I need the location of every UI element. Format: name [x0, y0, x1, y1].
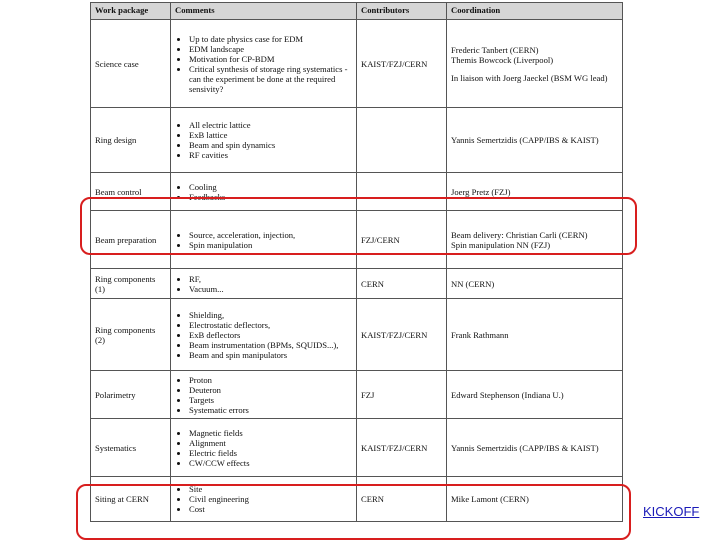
comment-item: • Vacuum... — [189, 284, 352, 294]
work-package-cell: Siting at CERN — [91, 477, 171, 522]
comment-item: • Cooling — [189, 182, 352, 192]
work-package-cell: Beam control — [91, 173, 171, 211]
coordination-cell — [447, 211, 623, 269]
coordination-cell — [447, 371, 623, 419]
header-contributors: Contributors — [357, 3, 447, 20]
comment-item: • Electric fields — [189, 448, 352, 458]
table-row — [91, 211, 623, 269]
coordinator-line: Edward Stephenson (Indiana U.) — [451, 389, 564, 400]
work-package-cell: Ring design — [91, 108, 171, 173]
comments-cell — [171, 299, 357, 371]
table-row — [91, 269, 623, 299]
coordinator-line: Yannis Semertzidis (CAPP/IBS & KAIST) — [451, 442, 599, 453]
contributors-cell: FZJ — [357, 371, 447, 419]
comment-item: • Feedbacks — [189, 192, 352, 202]
comment-item: • Spin manipulation — [189, 240, 352, 250]
comments-list — [175, 34, 352, 94]
header-coordination: Coordination — [447, 3, 623, 20]
comment-item: • Motivation for CP-BDM — [189, 54, 352, 64]
work-package-cell: Ring components (1) — [91, 269, 171, 299]
comments-cell — [171, 173, 357, 211]
coordination-cell — [447, 299, 623, 371]
coordination-cell — [447, 173, 623, 211]
comment-item: • ExB deflectors — [189, 330, 352, 340]
table-row — [91, 20, 623, 108]
kickoff-link[interactable]: KICKOFF — [643, 504, 700, 519]
comment-item: • ExB lattice — [189, 130, 352, 140]
comment-item: • RF, — [189, 274, 352, 284]
comment-item: • Up to date physics case for EDM — [189, 34, 352, 44]
comments-list — [175, 120, 352, 160]
coordinator-line: Beam delivery: Christian Carli (CERN) — [451, 229, 588, 240]
table-row — [91, 173, 623, 211]
comments-cell — [171, 477, 357, 522]
coordinator-line: Frank Rathmann — [451, 329, 509, 340]
comments-cell — [171, 371, 357, 419]
comment-item: • Civil engineering — [189, 494, 352, 504]
comments-list — [175, 428, 352, 468]
table-row — [91, 419, 623, 477]
coordination-cell — [447, 108, 623, 173]
coordinator-line: In liaison with Joerg Jaeckel (BSM WG lead) — [451, 72, 608, 83]
coordinator-line: Yannis Semertzidis (CAPP/IBS & KAIST) — [451, 135, 599, 145]
coordinator-line: Spin manipulation NN (FZJ) — [451, 239, 551, 250]
work-package-table — [90, 2, 623, 522]
header-work-package: Work package — [91, 3, 171, 20]
contributors-cell: CERN — [357, 269, 447, 299]
work-package-cell: Ring components (2) — [91, 299, 171, 371]
table-row — [91, 477, 623, 522]
comments-cell — [171, 419, 357, 477]
work-package-cell: Polarimetry — [91, 371, 171, 419]
comment-item: • Deuteron — [189, 385, 352, 395]
table-row — [91, 371, 623, 419]
coordination-cell — [447, 20, 623, 108]
comment-item: • Beam instrumentation (BPMs, SQUIDS...), — [189, 340, 352, 350]
coordinator-line: Mike Lamont (CERN) — [451, 494, 529, 504]
comment-item: • Shielding, — [189, 310, 352, 320]
comment-item: • EDM landscape — [189, 44, 352, 54]
comment-item: • Targets — [189, 395, 352, 405]
comment-item: • Source, acceleration, injection, — [189, 230, 352, 240]
comments-list — [175, 230, 352, 250]
contributors-cell: KAIST/FZJ/CERN — [357, 299, 447, 371]
comment-item: • Beam and spin dynamics — [189, 140, 352, 150]
comments-list — [175, 274, 352, 294]
comments-cell — [171, 20, 357, 108]
table-body — [91, 20, 623, 522]
coordination-cell — [447, 477, 623, 522]
contributors-cell: CERN — [357, 477, 447, 522]
contributors-cell — [357, 108, 447, 173]
header-comments: Comments — [171, 3, 357, 20]
contributors-cell: FZJ/CERN — [357, 211, 447, 269]
comments-cell — [171, 269, 357, 299]
contributors-cell — [357, 173, 447, 211]
comment-item: • Electrostatic deflectors, — [189, 320, 352, 330]
contributors-cell: KAIST/FZJ/CERN — [357, 20, 447, 108]
comment-item: • Alignment — [189, 438, 352, 448]
comment-item: • CW/CCW effects — [189, 458, 352, 468]
comment-item: • Critical synthesis of storage ring systematics - can the experiment be done at the required sensivity? — [189, 64, 352, 94]
coordinator-line: Themis Bowcock (Liverpool) — [451, 54, 554, 65]
comments-cell — [171, 108, 357, 173]
table-row — [91, 108, 623, 173]
comment-item: • Magnetic fields — [189, 428, 352, 438]
work-package-cell: Systematics — [91, 419, 171, 477]
work-package-cell: Science case — [91, 20, 171, 108]
comment-item: • RF cavities — [189, 150, 352, 160]
comments-list — [175, 484, 352, 514]
comment-item: • Cost — [189, 504, 352, 514]
comment-item: • Site — [189, 484, 352, 494]
comments-list — [175, 182, 352, 202]
comments-cell — [171, 211, 357, 269]
coordination-cell — [447, 269, 623, 299]
coordinator-line — [451, 65, 618, 73]
table-row — [91, 299, 623, 371]
comment-item: • Beam and spin manipulators — [189, 350, 352, 360]
comments-list — [175, 310, 352, 360]
comment-item: • Proton — [189, 375, 352, 385]
coordinator-line: NN (CERN) — [451, 278, 495, 289]
coordination-cell — [447, 419, 623, 477]
contributors-cell: KAIST/FZJ/CERN — [357, 419, 447, 477]
comment-item: • Systematic errors — [189, 405, 352, 415]
comment-item: • All electric lattice — [189, 120, 352, 130]
coordinator-line: Joerg Pretz (FZJ) — [451, 186, 511, 197]
comments-list — [175, 375, 352, 415]
coordinator-line: Frederic Tanbert (CERN) — [451, 44, 539, 55]
work-package-cell: Beam preparation — [91, 211, 171, 269]
table-header-row — [91, 3, 623, 20]
